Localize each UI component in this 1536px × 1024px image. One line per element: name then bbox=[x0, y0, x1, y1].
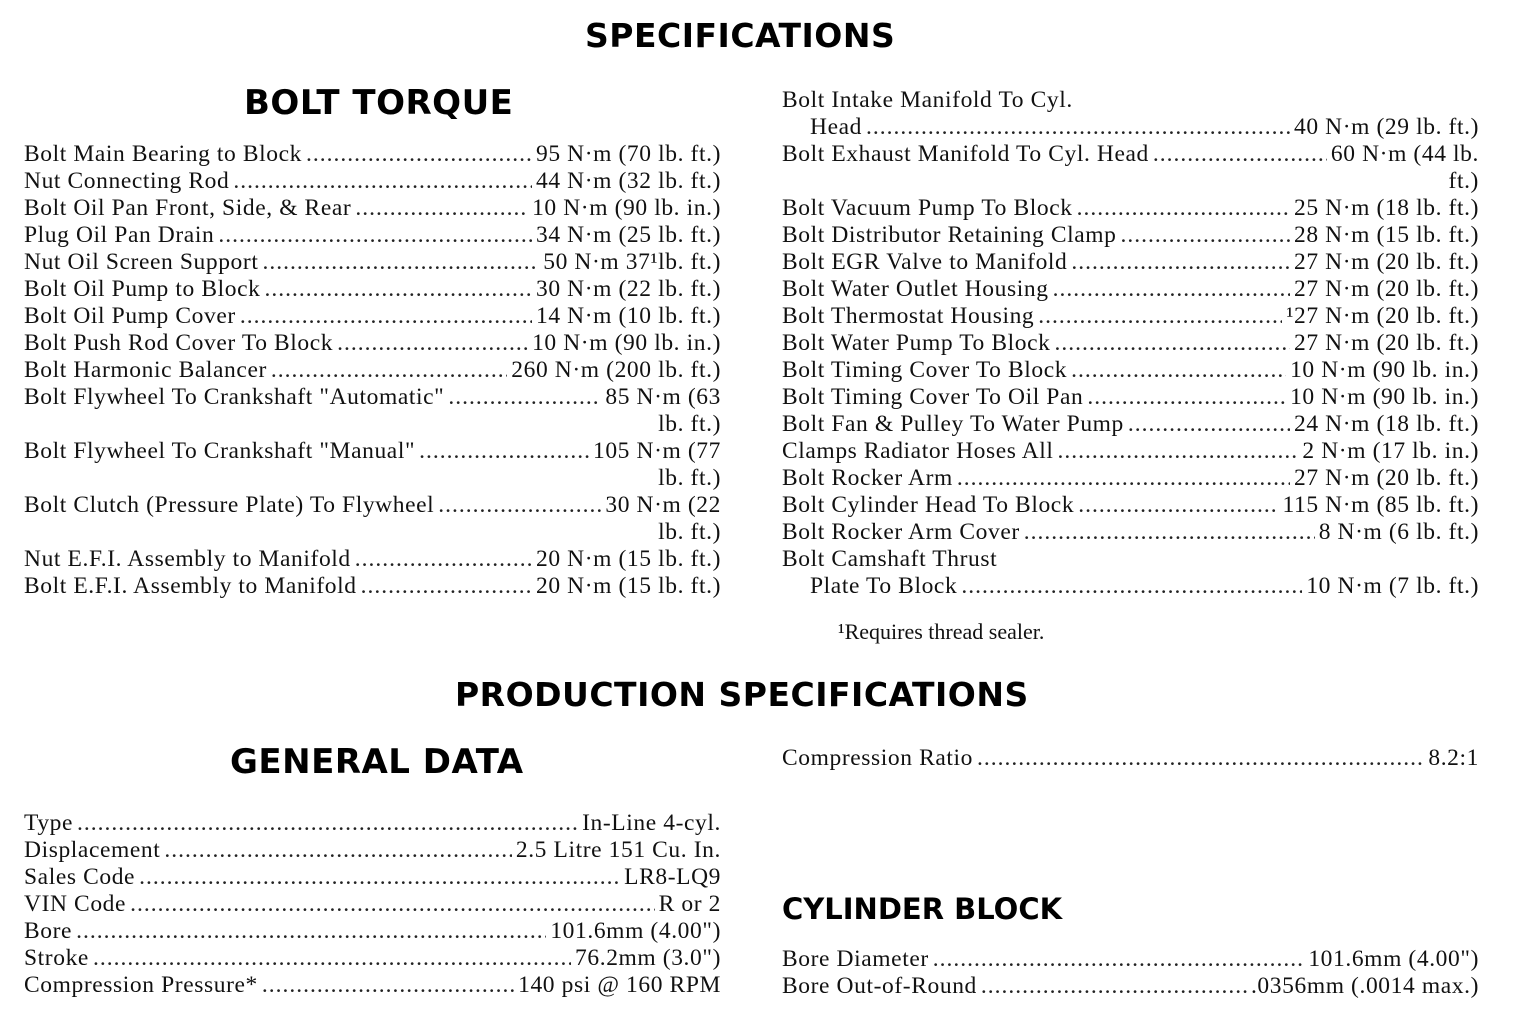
spec-value: 76.2mm (3.0") bbox=[575, 945, 721, 971]
leader-dots bbox=[438, 492, 601, 519]
leader-dots bbox=[337, 330, 528, 357]
spec-label: Bolt Oil Pump to Block bbox=[24, 276, 261, 302]
spec-row bbox=[24, 864, 721, 891]
spec-row bbox=[782, 303, 1479, 330]
spec-row bbox=[24, 546, 721, 573]
spec-label: Plug Oil Pan Drain bbox=[24, 222, 215, 248]
spec-value: 28 N·m (15 lb. ft.) bbox=[1293, 222, 1479, 248]
spec-value: 27 N·m (20 lb. ft.) bbox=[1293, 465, 1479, 491]
bolt-torque-right-list bbox=[782, 87, 1479, 600]
spec-label: Bolt Vacuum Pump To Block bbox=[782, 195, 1073, 221]
leader-dots bbox=[139, 864, 620, 891]
spec-label: Bolt Clutch (Pressure Plate) To Flywheel bbox=[24, 492, 435, 518]
thread-sealer-footnote: ¹Requires thread sealer. bbox=[838, 619, 1045, 644]
spec-row bbox=[24, 168, 721, 195]
spec-row-heading bbox=[782, 546, 1479, 573]
spec-label: Bore bbox=[24, 918, 73, 944]
spec-label: Bolt E.F.I. Assembly to Manifold bbox=[24, 573, 357, 599]
spec-label: Bolt Timing Cover To Block bbox=[782, 357, 1068, 383]
leader-dots bbox=[355, 546, 532, 573]
spec-row bbox=[782, 973, 1479, 1000]
spec-label: Type bbox=[24, 810, 74, 836]
leader-dots bbox=[961, 573, 1302, 600]
spec-value: 10 N·m (90 lb. in.) bbox=[1290, 357, 1479, 383]
spec-label: VIN Code bbox=[24, 891, 127, 917]
spec-value: 101.6mm (4.00") bbox=[1308, 946, 1479, 972]
spec-label: Bolt Fan & Pulley To Water Pump bbox=[782, 411, 1124, 437]
spec-label: Bolt Push Rod Cover To Block bbox=[24, 330, 334, 356]
spec-row bbox=[782, 438, 1479, 465]
spec-label: Clamps Radiator Hoses All bbox=[782, 438, 1054, 464]
spec-row bbox=[24, 945, 721, 972]
spec-row bbox=[24, 384, 721, 411]
spec-value: 8.2:1 bbox=[1428, 745, 1479, 771]
spec-value: 24 N·m (18 lb. ft.) bbox=[1293, 411, 1479, 437]
spec-row bbox=[24, 222, 721, 249]
spec-label: Nut Oil Screen Support bbox=[24, 249, 259, 275]
spec-label: Bore Diameter bbox=[782, 946, 929, 972]
leader-dots bbox=[977, 745, 1424, 772]
leader-dots bbox=[1058, 438, 1299, 465]
spec-row bbox=[782, 222, 1479, 249]
spec-value: 8 N·m (6 lb. ft.) bbox=[1318, 519, 1479, 545]
spec-value: 105 N·m (77 bbox=[592, 438, 721, 464]
spec-row bbox=[24, 492, 721, 519]
leader-dots bbox=[1055, 330, 1290, 357]
spec-row bbox=[782, 573, 1479, 600]
spec-value: 60 N·m (44 lb. bbox=[1330, 141, 1479, 167]
spec-row bbox=[782, 411, 1479, 438]
spec-label: Bolt Exhaust Manifold To Cyl. Head bbox=[782, 141, 1149, 167]
spec-row bbox=[782, 492, 1479, 519]
spec-row bbox=[24, 972, 721, 999]
leader-dots bbox=[93, 945, 571, 972]
leader-dots bbox=[271, 357, 507, 384]
bolt-torque-heading: BOLT TORQUE bbox=[244, 83, 514, 123]
leader-dots bbox=[419, 438, 589, 465]
leader-dots bbox=[355, 195, 528, 222]
leader-dots bbox=[981, 973, 1247, 1000]
general-data-list bbox=[24, 810, 721, 999]
spec-row bbox=[24, 918, 721, 945]
leader-dots bbox=[1087, 384, 1286, 411]
spec-row bbox=[782, 946, 1479, 973]
leader-dots bbox=[1024, 519, 1315, 546]
spec-label: Compression Ratio bbox=[782, 745, 974, 771]
spec-row bbox=[24, 837, 721, 864]
spec-label: Bolt Main Bearing to Block bbox=[24, 141, 302, 167]
leader-dots bbox=[1128, 411, 1290, 438]
leader-dots bbox=[77, 810, 578, 837]
spec-value-continued: ft.) bbox=[1448, 168, 1479, 194]
spec-value: In-Line 4-cyl. bbox=[582, 810, 721, 836]
spec-row bbox=[782, 114, 1479, 141]
leader-dots bbox=[218, 222, 532, 249]
leader-dots bbox=[240, 303, 532, 330]
spec-row bbox=[24, 438, 721, 465]
leader-dots bbox=[306, 141, 532, 168]
spec-value: 10 N·m (7 lb. ft.) bbox=[1306, 573, 1479, 599]
leader-dots bbox=[1078, 492, 1278, 519]
spec-value: 260 N·m (200 lb. ft.) bbox=[511, 357, 721, 383]
spec-value: .0356mm (.0014 max.) bbox=[1250, 973, 1479, 999]
leader-dots bbox=[448, 384, 601, 411]
spec-label: Bolt Water Outlet Housing bbox=[782, 276, 1049, 302]
spec-label: Bolt Flywheel To Crankshaft "Manual" bbox=[24, 438, 416, 464]
spec-label: Bolt Water Pump To Block bbox=[782, 330, 1051, 356]
spec-row bbox=[782, 384, 1479, 411]
spec-row bbox=[24, 249, 721, 276]
spec-label: Sales Code bbox=[24, 864, 136, 890]
production-specifications-heading: PRODUCTION SPECIFICATIONS bbox=[455, 675, 1029, 714]
spec-label: Compression Pressure* bbox=[24, 972, 258, 998]
spec-label: Nut E.F.I. Assembly to Manifold bbox=[24, 546, 351, 572]
leader-dots bbox=[933, 946, 1305, 973]
spec-label: Nut Connecting Rod bbox=[24, 168, 230, 194]
leader-dots bbox=[1053, 276, 1290, 303]
leader-dots bbox=[1071, 249, 1290, 276]
spec-row bbox=[782, 330, 1479, 357]
page-title: SPECIFICATIONS bbox=[585, 16, 896, 55]
spec-row bbox=[24, 141, 721, 168]
leader-dots bbox=[164, 837, 511, 864]
spec-row-heading bbox=[782, 87, 1479, 114]
spec-label: Bolt Oil Pan Front, Side, & Rear bbox=[24, 195, 352, 221]
compression-ratio-row bbox=[782, 745, 1479, 772]
spec-value: 115 N·m (85 lb. ft.) bbox=[1282, 492, 1479, 518]
spec-row bbox=[24, 195, 721, 222]
spec-label: Bolt Distributor Retaining Clamp bbox=[782, 222, 1117, 248]
spec-row bbox=[24, 276, 721, 303]
spec-row bbox=[782, 195, 1479, 222]
spec-value-continued: lb. ft.) bbox=[658, 465, 721, 491]
spec-row bbox=[782, 276, 1479, 303]
spec-value: R or 2 bbox=[658, 891, 721, 917]
bolt-torque-left-list bbox=[24, 141, 721, 600]
spec-value: 30 N·m (22 bbox=[605, 492, 721, 518]
spec-row bbox=[24, 891, 721, 918]
spec-row bbox=[782, 519, 1479, 546]
spec-value: 20 N·m (15 lb. ft.) bbox=[535, 573, 721, 599]
spec-value: 140 psi @ 160 RPM bbox=[518, 972, 721, 998]
spec-row bbox=[782, 465, 1479, 492]
leader-dots bbox=[130, 891, 655, 918]
spec-value: 44 N·m (32 lb. ft.) bbox=[535, 168, 721, 194]
leader-dots bbox=[1077, 195, 1290, 222]
spec-value: 14 N·m (10 lb. ft.) bbox=[535, 303, 721, 329]
leader-dots bbox=[76, 918, 546, 945]
spec-label: Bolt Harmonic Balancer bbox=[24, 357, 267, 383]
spec-value: 101.6mm (4.00") bbox=[550, 918, 721, 944]
spec-row bbox=[24, 810, 721, 837]
spec-value: 85 N·m (63 bbox=[605, 384, 721, 410]
spec-sublabel: Head bbox=[810, 114, 862, 140]
spec-label: Bolt Intake Manifold To Cyl. bbox=[782, 87, 1073, 113]
spec-label: Bolt Timing Cover To Oil Pan bbox=[782, 384, 1084, 410]
spec-row bbox=[782, 141, 1479, 168]
spec-label: Stroke bbox=[24, 945, 89, 971]
cylinder-block-list bbox=[782, 946, 1479, 1000]
spec-value: 27 N·m (20 lb. ft.) bbox=[1293, 330, 1479, 356]
spec-value: 34 N·m (25 lb. ft.) bbox=[535, 222, 721, 248]
general-data-heading: GENERAL DATA bbox=[230, 742, 524, 782]
spec-value: ¹27 N·m (20 lb. ft.) bbox=[1286, 303, 1479, 329]
spec-row bbox=[782, 249, 1479, 276]
spec-value: 2 N·m (17 lb. in.) bbox=[1302, 438, 1479, 464]
spec-label: Bolt Cylinder Head To Block bbox=[782, 492, 1075, 518]
spec-value: 20 N·m (15 lb. ft.) bbox=[535, 546, 721, 572]
spec-label: Displacement bbox=[24, 837, 161, 863]
leader-dots bbox=[361, 573, 532, 600]
spec-label: Bolt EGR Valve to Manifold bbox=[782, 249, 1068, 275]
spec-row bbox=[782, 357, 1479, 384]
spec-label: Bolt Rocker Arm Cover bbox=[782, 519, 1020, 545]
spec-row bbox=[24, 357, 721, 384]
spec-value: 95 N·m (70 lb. ft.) bbox=[535, 141, 721, 167]
spec-label: Bolt Flywheel To Crankshaft "Automatic" bbox=[24, 384, 445, 410]
spec-value-continued: lb. ft.) bbox=[658, 411, 721, 437]
spec-value: LR8-LQ9 bbox=[624, 864, 721, 890]
leader-dots bbox=[957, 465, 1290, 492]
leader-dots bbox=[1038, 303, 1282, 330]
spec-label: Bolt Camshaft Thrust bbox=[782, 546, 998, 572]
leader-dots bbox=[866, 114, 1290, 141]
spec-value: 2.5 Litre 151 Cu. In. bbox=[515, 837, 721, 863]
spec-value: 10 N·m (90 lb. in.) bbox=[532, 195, 721, 221]
leader-dots bbox=[233, 168, 532, 195]
leader-dots bbox=[264, 276, 532, 303]
spec-label: Bore Out-of-Round bbox=[782, 973, 977, 999]
spec-value: 30 N·m (22 lb. ft.) bbox=[535, 276, 721, 302]
cylinder-block-heading: CYLINDER BLOCK bbox=[782, 892, 1063, 926]
spec-value: 40 N·m (29 lb. ft.) bbox=[1293, 114, 1479, 140]
spec-label: Bolt Rocker Arm bbox=[782, 465, 953, 491]
leader-dots bbox=[262, 972, 514, 999]
leader-dots bbox=[1120, 222, 1290, 249]
leader-dots bbox=[1153, 141, 1327, 168]
spec-value: 10 N·m (90 lb. in.) bbox=[532, 330, 721, 356]
spec-sublabel: Plate To Block bbox=[810, 573, 958, 599]
leader-dots bbox=[1071, 357, 1286, 384]
spec-label: Bolt Oil Pump Cover bbox=[24, 303, 236, 329]
spec-value: 27 N·m (20 lb. ft.) bbox=[1293, 276, 1479, 302]
spec-row bbox=[24, 330, 721, 357]
spec-value-continued: lb. ft.) bbox=[658, 519, 721, 545]
spec-value: 10 N·m (90 lb. in.) bbox=[1290, 384, 1479, 410]
spec-value: 25 N·m (18 lb. ft.) bbox=[1293, 195, 1479, 221]
spec-label: Bolt Thermostat Housing bbox=[782, 303, 1035, 329]
spec-row bbox=[24, 573, 721, 600]
leader-dots bbox=[262, 249, 539, 276]
spec-value: 27 N·m (20 lb. ft.) bbox=[1293, 249, 1479, 275]
spec-value: 50 N·m 37¹lb. ft.) bbox=[543, 249, 721, 275]
spec-row bbox=[24, 303, 721, 330]
